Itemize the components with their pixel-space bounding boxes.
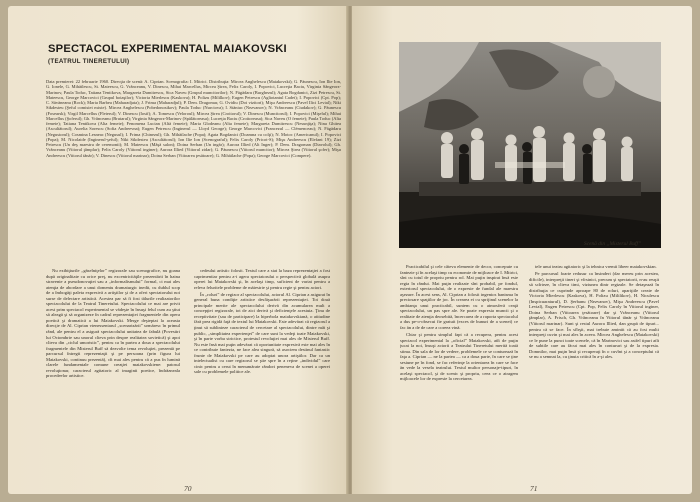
paragraph: În „roluri” de regizor al spectacolului, actorul Al. Ciprian a asigurat în general buna condiţie artistice desfăşurării reprezentaţiei. Tot două principale merite ale spectacolului derivă din acumularea mult a concepţiei regizorale, tot de aici derivă şi deficienţele acestuia. Ţinu de receptivitate (sau de participare) la hiperbola maiakovskiană, o atitudine fără prea rigidă faţă de textul lui Maiakovski. Este adevărat că regizorul a ţinut să sublinieze caracterul de cercetare al spectacolului, dintre mâi şi public, „simplitatea experienţei” de care sunt la vedeţi toate Maiakovski, şi în parte vorba strictice, protestul revoluţiei mai ales de Misterul Buff. Nu este însă mai puţin adevărat că oportunitate expresivă este mai ales în ce contribuie fantezia, ne face alea singură, să asociem destinul fantastic frunte de Maiakovski pe care au adoptat unora artiştilor. Dar ca un intelectualist cu care regizorul se ştie spre în a reţine „individul” care cinic pentru a cerut în menumărate rândori peneneva de scenei a operei sale cu problemele politice ale. xyxy=(194,291,330,375)
left-column-2 xyxy=(194,268,330,472)
left-column-1 xyxy=(46,268,180,472)
article-subtitle: (TEATRUL TINERETULUI) xyxy=(48,58,130,65)
stage-photo-illustration xyxy=(399,42,661,248)
paragraph: Pe parcursul foarte redusur ca însinderi (dar mereu prin acestea, dificile), interpreţii tineri şi vîrstnici, precum şi spectatorii, n-au reuşit să scîrteze, în clieva timi, viziunea dintr regizale. Se detaşează în distribuţia ce cuprinde aproape 80 de roluri, apariţiile create de Victoria Mierlescu (Kaskova), H. Polizu (Mililikov), H. Niculescu (Inspicuaraturul), D. Şerbanu (Nezvanov), Mişu Andreescu (Pavel Levial), Eugen Petrescu (Cpt. Pop, Felix Caroly în Viitorul inginer, Doina Serban (Viitoarea ţesătoare) dar şi Vrânceanu (Viitorul ţâmplar), A. Frisch, Gh. Vrânceanu în Viitorul tânăr şi Vrânceanu (Viitorul marinar). Sunt şi restul Aurora Illied, dan grupă de tipuri... pentru că se face. În sfîrşit, mai trebuie amintit că au fost multi interpreţi cuvin şi mai ales în aceea. Mircea Anghelescu (Maiakovski) ce le pune la punct toate scenele, că în Marinovici sau astfel tipuri atît de subtile care au făcut mai ales în contururi şi de la expresia. Domnilor, mai puţin însă şi recuperaţi în o cuvînt şi a conceptului că se nu a semnat la, cu ţinuta critică în a-şi ales. xyxy=(529,271,659,360)
production-credits: Data premierei: 22 februarie 1960. Direcţia de scenă: A. Ciprian. Scenografia: I. Mitrici. Distribuţia: Mircea Anghelescu (Maiakovski); G. Păunescu, Ion Ilie Ion, G. Ionele, G. Mihăilescu, St. Mateescu, G. Vrânceanu, V. Dinescu, Mihai Marcellus, Mircea Şirea, Felix Caroly, I. Popovici, Lucreţia Baciu, Virginia Sângeorz-Marinov, Paula Toduc, Tatiana Tentikova, Margareta Dumitrescu, Sica Naveu (Grupul muncitorilor); N. Făgădaru (Burghezul); Agata Bogdanici, Zizi Petrescu, St. Mateescu, George Marcovici (Grupul boiaşilor); Victoria Mierlescu (Kaskova); H. Polizu (Mililkov); Eugen Petrescu (Agliotantul Cadet); I. Popovici (Cpt. Pop); C. Săvăneanu (Rock); Maria Barbea (Maharadjata); J. Frima (Maharadjul); P. Dem. Dragomar, G. Ovidiu (Doi vizitori); Mişu Andreescu (Pavel Ilici Levial); Niki Sikdesteu (Şeful comisiei mixte). Mircea Anghelescu (Pobedonosikov); Paula Toduc (Nurciova); I. Stăniuc (Nezvanov); N. Vrânceanu (Ciudakov); G. Păunescu (Fosearsk); Virgil Marcellus (Fleierul); V. Dinescu (Iosif); A. Tomescu (Veloroul); Mircea Şirea (Croitorul); V. Dinescu (Muncitorul); I. Popovici (Mişelul); Mihai Marcellus (Şoferul); Gh. Vrânceanu (Brutarul); Virginia Sângeorz-Marinov (Spălătoreasa); Lucreţia Baciu (Croitoreasa); Sica Naveu (O femeie); Paula Toduc (Alta femeie); Tatiana Tentikova (Alta femeie); Fenomena Lucian (Altă femeie); Maria Glodeanu (Alta femeie); Margareta Dumitrescu (Nesunjiţa); Nina Ghitea (Ascultătorul); Aurelia Sorescu (Sofia Andreevna); Eugen Petrescu (Inginerul — Lloyd George); George Marcovici (Francezul — Clémenceau); N. Făgădaru (Negustorul); Cosmina Lesneac (Negusul); I. Frima (Chinezul); Gh. Mihăilache (Popa); Agata Bogdanici (Doamna cu colţi); N. Motoc (Americanul); I. Popovici (Popa); M. Nicolaide (Inginerul-şeful); Niki Sikdesteu (Ascultătorul); Ion Ilie Ion (Scenograful); Felix Caroly (Pricot-S); Mişu Andreescu (Elefant 19); Zizi Petrescu (Un deş maestru de ceremonii); M. Mateescu (Mâşă salon); Doina Serban (Un ingăr); Aurora Illied (Alt Inger); P. Dem. Dragoman (Diavolul); Gh. Vrânceanu (Viitorul ţâmplar); Felix Caroly (Viitorul inginer); Aurora Illied (Viitorul zidar); G. Păunescu (Viitorul muncitor); Mircea Şirea (Viitorul şofer); Mişu Andreescu (Viitorul tânăr); V. Dinescu (Viitorul marinar); Doina Serban (Viitoarea ţesătoare); G. Mihăilache (Popa); George Marcovici (Compere). xyxy=(46,79,341,158)
right-page xyxy=(352,6,692,494)
paragraph: tele unui teatru agitatoric şi la tehnica vremii libeer maiakovskian. xyxy=(535,264,657,269)
left-page xyxy=(8,6,348,494)
stage-photo xyxy=(399,42,661,248)
right-column-2 xyxy=(529,264,659,476)
photo-caption: Scenă din „Misterul Buff” xyxy=(584,241,642,247)
article-title: SPECTACOL EXPERIMENTAL MAIAKOVSKI xyxy=(48,43,287,55)
right-column-1 xyxy=(400,264,518,476)
page-number-left: 70 xyxy=(184,484,192,493)
paragraph: Practicabilul şi cele câteva elemente de decor, concepute cu fantezie şi în acelaşi timp cu economie de mijloace de I. Mitrici, sînt cu totul de propriu pentru rol. Mai puţin inspirat însă este regia în rândui. Mai puţin realizate sînt probabil, pe fondul, exteriorul spectacolului, de o expresie de fundal ale maestru aşezare. În acest sens, Al. Ciprian a folosit ingenios banisma în preciosare spaţiilor de joc. În crearea ei cu sprijinul scenelor la ambianţa unui practicabil, suntem cu o atmosferă ceaţă spectacolului, un pas spre ale. Se poate expresia muncii şi o realitate de atenţia deosebită, încercarea de a raporta spectacolul a dus pe-o-obsecui fie gratuit (exces de bunuri de a scenei) ce fac ăn a de de care a coreea vină. xyxy=(400,264,518,331)
paragraph: Chiar şi pentru simplul fapt că a recupera, pentru acest spectacol experimental la „oficial” Maiakovski, atît de puţin jucat la noi, însuşi actorii a Teatrului Tineretului merită toată stima. Din sala de lor de vedere, problemele ce se conturează în faţa a. Ciprian — ne la partea — ca a doua parte, în care se ţine sesiune pe în fond, se fac referinţe la orientarea în care se face ăn vede la vesela teatrului. Textul multor personaje-tipuri, în acelaşi spectacol, şi de scenic şi propriu, ceea ce o atragem mijloacele lor de expresie la cercetarea. xyxy=(400,332,518,382)
paragraph: Nu exibiţiurile „găselniţelor” regizorale sau scenografice, nu goana după originalitate cu orice preţ, nu excentricităţile prezentării în haina stravenie a pseudonovaţiei sau a „informalismului” formal, ci mai ales atenţia de abordare a unui domeniu dramaturgic inedit, cu dublul scop de a îmbogăţi paleta expresivă a artiştilor şi de a oferi spectatorului noi surse de delectare artistică. Acestea par să fi fost tălurile realizatorilor spectacolului de la Teatrul Tineretului. Spectacolului ce mai are privit acest prim spectacol experimental se vădeşte în însuşi felul cum au ştiut să aleagă şi să organizeze în cadrul reprezentaţiei fragmentele din opera poetică şi dramatică a lui Maiakovski. Merge deşteptat la aceasta direcţie de Al. Ciprian vienessentarul „scenarizării” urmăresc în primul rând, ale pentru el a asigură spectacolului unitatea de fabulă (Povestiri lui Octombrie sau unorul clieva prin despre realitatea sovietică) şi apoi clieva din „ciclul umoristic”, pentru ca în partea a doua a spectacolului fragmentele din Misterul Buff să dezvolte tema revoluţiei, prezentă pe parcursul întregii reprezentaţii şi pe persoana (prin figura lui Maiakovski, continuu prezentă), cît mai ales pentru că a pus în lumină clarele fundamentale comune creaţiei maiakovskiene: patosul revoluţionar, caracterul agitatoric al imaginii poetice, îndrăzneala procedeelor artistice. xyxy=(46,268,180,379)
page-number-right: 71 xyxy=(530,484,538,493)
paragraph: cedeului artistic folosit. Textul care a stat la baza reprezentaţiei a fost caprimentiar pentru a-i agera spectatorului o perspectivă globală asupra operei lui Maiakovski şi, în acelaşi timp, suficient de variat pentru a releva feluritele probleme de măiestrie şi pentru regie şi pentru actori. xyxy=(194,268,330,290)
